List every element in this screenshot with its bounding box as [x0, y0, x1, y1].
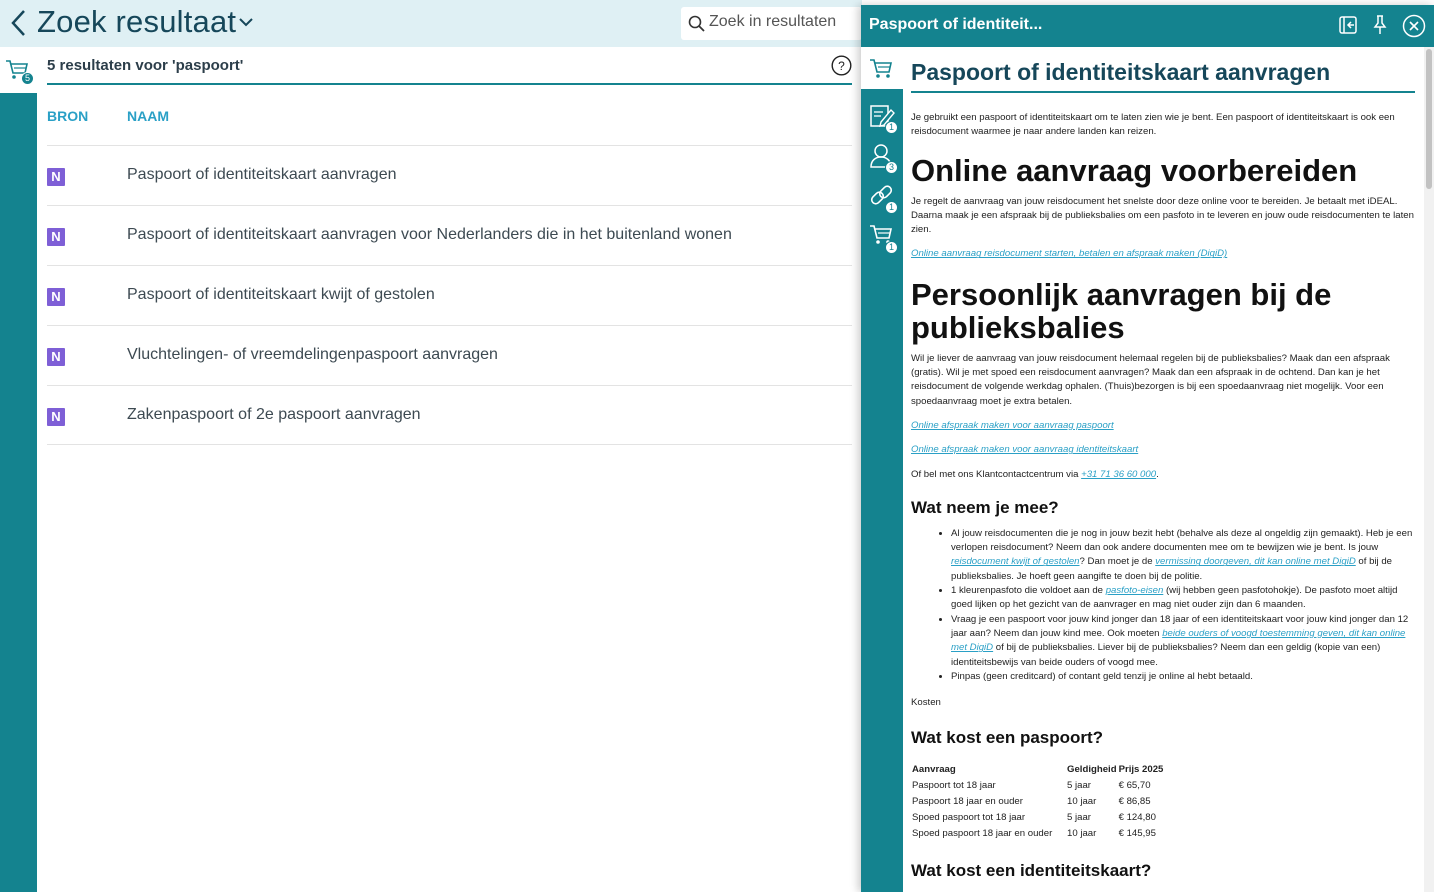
heading-kost-paspoort: Wat kost een paspoort? [911, 728, 1104, 748]
result-name[interactable]: Zakenpaspoort of 2e paspoort aanvragen [127, 406, 421, 423]
source-badge: N [47, 408, 65, 426]
result-row[interactable] [47, 385, 852, 445]
phone-link[interactable]: +31 71 36 60 000 [1081, 468, 1157, 480]
rail-cart-button[interactable] [0, 47, 37, 93]
result-row[interactable] [47, 325, 852, 385]
source-badge: N [47, 228, 65, 246]
table-header: Prijs 2025 [1118, 764, 1164, 776]
mee-list [911, 527, 1415, 684]
scrollbar-thumb[interactable] [1426, 49, 1432, 189]
panel-rail-cart[interactable] [861, 217, 903, 257]
kosten-label: Kosten [911, 697, 941, 709]
cart-icon [869, 57, 893, 81]
list-item: • 1 kleurenpasfoto die voldoet aan de pasfoto-eisen (wij hebben geen pasfotohokje). De pasfoto moet altijd goed lijken op het gezicht van de aanvrager en mag niet ouder zijn dan 6 maanden. [951, 584, 1415, 613]
persons-count-badge: 3 [885, 161, 898, 174]
collapse-panel-icon[interactable] [1337, 14, 1359, 36]
close-icon[interactable] [1402, 14, 1426, 38]
link-afspraak-identiteitskaart[interactable]: Online afspraak maken voor aanvraag identiteitskaart [911, 444, 1139, 456]
heading-kost-id: Wat kost een identiteitskaart? [911, 861, 1152, 881]
heading-online: Online aanvraag voorbereiden [911, 152, 1358, 188]
column-header-bron[interactable]: BRON [47, 108, 89, 124]
table-header-row [911, 762, 1164, 777]
links-count-badge: 1 [885, 201, 898, 214]
source-badge: N [47, 168, 65, 186]
result-row[interactable] [47, 205, 852, 265]
table-row: Paspoort tot 18 jaar 5 jaar € 65,70 [912, 779, 1151, 791]
chevron-down-icon[interactable] [238, 16, 254, 28]
panel-rail-cart-active[interactable] [861, 47, 903, 89]
result-name[interactable]: Paspoort of identiteitskaart aanvragen voor Nederlanders die in het buitenland wonen [127, 226, 732, 243]
panel-header [861, 5, 1434, 47]
document-title: Paspoort of identiteitskaart aanvragen [911, 59, 1415, 93]
table-header: Aanvraag [912, 764, 956, 776]
source-badge: N [47, 348, 65, 366]
table-row: Spoed paspoort 18 jaar en ouder 10 jaar € 145,95 [912, 827, 1156, 839]
link-vermissing[interactable]: vermissing doorgeven, dit kan online met DigiD [1155, 556, 1356, 568]
help-icon[interactable] [831, 55, 852, 76]
search-icon [688, 15, 705, 32]
intro-paragraph: Je gebruikt een paspoort of identiteitskaart om te laten zien wie je bent. Een paspoort of identiteitskaart is ook een reisdocument waarmee je naar andere landen kan reizen. [911, 112, 1395, 138]
column-header-naam[interactable]: NAAM [127, 108, 169, 124]
link-online-aanvraag[interactable]: Online aanvraag reisdocument starten, betalen en afspraak maken (DigiD) [911, 248, 1228, 260]
result-row[interactable] [47, 145, 852, 205]
search-box[interactable] [681, 7, 862, 40]
page-title[interactable]: Zoek resultaat [37, 4, 237, 39]
results-summary: 5 resultaten voor 'paspoort' [47, 57, 244, 74]
notes-count-badge: 1 [885, 121, 898, 134]
online-paragraph: Je regelt de aanvraag van jouw reisdocument het snelste door deze online voor te bereiden. Je betaalt met iDEAL. Daarna maak je een afspraak bij de publieksbalies om een pasfoto in te leveren en jouw oude reisdocumenten te laten zien. [911, 195, 1414, 236]
pin-icon[interactable] [1370, 14, 1390, 36]
top-bar [0, 0, 862, 47]
search-input[interactable] [709, 13, 859, 31]
panel-rail-notes[interactable] [861, 97, 903, 137]
result-row[interactable] [47, 265, 852, 325]
table-row: Paspoort 18 jaar en ouder 10 jaar € 86,85 [912, 795, 1151, 807]
document-content [903, 47, 1423, 892]
left-rail [0, 47, 37, 892]
panel-title: Paspoort of identiteit... [869, 16, 1043, 33]
cost-table [911, 762, 1164, 841]
panel-rail [861, 47, 903, 892]
cart-count-badge: 1 [885, 241, 898, 254]
heading-wat-mee: Wat neem je mee? [911, 497, 1059, 517]
link-afspraak-paspoort[interactable]: Online afspraak maken voor aanvraag paspoort [911, 419, 1114, 431]
list-item: • Vraag je een paspoort voor jouw kind jonger dan 18 jaar of een identiteitskaart voor jouw kind jonger dan 12 jaar aan? Neem dan jouw kind mee. Ook moeten beide ouders of voogd toestemming geven, dit kan online met DigiD of bij de publieksbalies. Liever bij de publieksbalies? Neem dan een geldig (kopie van een) identiteitsbewijs van beide ouders of voogd mee. [951, 613, 1415, 670]
result-name[interactable]: Paspoort of identiteitskaart aanvragen [127, 166, 397, 183]
link-toestemming[interactable]: beide ouders of voogd toestemming geven, dit kan online met DigiD [951, 627, 1406, 654]
cart-count-badge: 5 [21, 72, 34, 85]
detail-panel [861, 5, 1434, 892]
result-name[interactable]: Vluchtelingen- of vreemdelingenpaspoort aanvragen [127, 346, 498, 363]
panel-rail-persons[interactable] [861, 137, 903, 177]
link-kwijt-gestolen[interactable]: reisdocument kwijt of gestolen [951, 556, 1080, 568]
panel-rail-links[interactable] [861, 177, 903, 217]
svg-text:?: ? [838, 59, 845, 73]
result-list [47, 145, 852, 445]
source-badge: N [47, 288, 65, 306]
result-name[interactable]: Paspoort of identiteitskaart kwijt of gestolen [127, 286, 435, 303]
persoonlijk-paragraph: Wil je liever de aanvraag van jouw reisdocument helemaal regelen bij de publieksbalies? Maak dan een afspraak (gratis). Wil je met spoed een reisdocument aanvragen? Maak dan een afspraak in de ochtend. Dan kan je het reisdocument de volgende werkdag ophalen. (Thuis)bezorgen is bij een spoedaanvraag niet mogelijk. Voor een spoedaanvraag moet je extra betalen. [911, 352, 1390, 407]
bel-paragraph: Of bel met ons Klantcontactcentrum via +31 71 36 60 000. [911, 468, 1159, 480]
back-arrow-icon[interactable] [8, 8, 30, 38]
list-item: • Al jouw reisdocumenten die je nog in jouw bezit hebt (behalve als deze al ongeldig zijn gemaakt). Heb je een verlopen reisdocument? Neem dan ook andere documenten mee om te bewijzen wie je bent. Is jouw reisdocument kwijt of gestolen? Dan moet je de vermissing doorgeven, dit kan online met DigiD of bij de publieksbalies. Je hoeft geen aangifte te doen bij de politie. [951, 527, 1415, 584]
table-header: Geldigheid [1067, 764, 1117, 776]
table-row: Spoed paspoort tot 18 jaar 5 jaar € 124,80 [912, 811, 1156, 823]
list-item: • Pinpas (geen creditcard) of contant geld tenzij je online al hebt betaald. [951, 670, 1415, 684]
heading-persoonlijk: Persoonlijk aanvragen bij de publieksbalies [911, 276, 1332, 345]
results-header [47, 52, 852, 85]
scrollbar[interactable] [1424, 47, 1434, 892]
link-pasfoto-eisen[interactable]: pasfoto-eisen [1105, 585, 1164, 597]
